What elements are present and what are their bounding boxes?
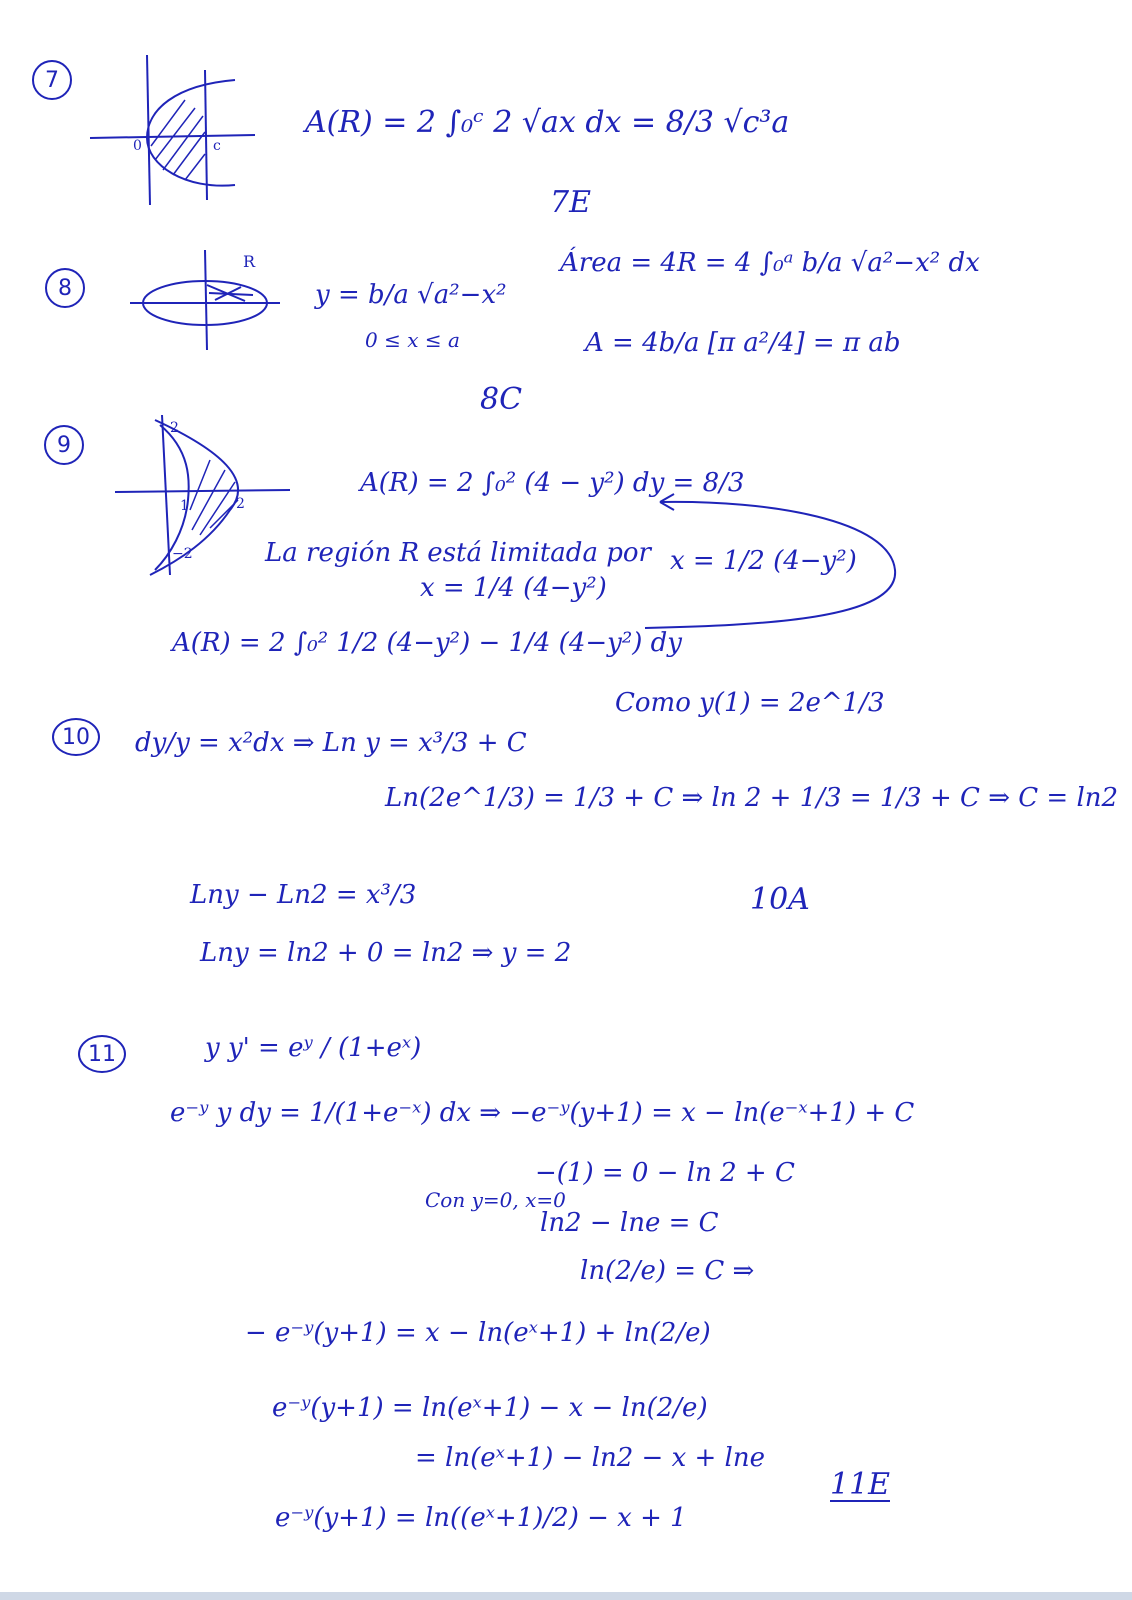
problem-number-7: 7 bbox=[32, 60, 72, 100]
sketch-9-label-top: 2 bbox=[170, 420, 179, 436]
problem-11-line-3: Con y=0, x=0 bbox=[425, 1188, 566, 1212]
problem-11-line-2: e⁻ʸ y dy = 1/(1+e⁻ˣ) dx ⇒ −e⁻ʸ(y+1) = x − ln(e⁻ˣ+1) + C bbox=[170, 1098, 915, 1128]
page-bottom-edge bbox=[0, 1592, 1132, 1600]
problem-10-line-5: Lny = ln2 + 0 = ln2 ⇒ y = 2 bbox=[200, 938, 572, 968]
problem-11-line-5: ln2 − lne = C bbox=[540, 1208, 719, 1238]
problem-9-line-3: x = 1/4 (4−y²) bbox=[420, 573, 607, 603]
problem-11-line-7: − e⁻ʸ(y+1) = x − ln(eˣ+1) + ln(2/e) bbox=[245, 1318, 711, 1348]
problem-9-line-5: A(R) = 2 ∫₀² 1/2 (4−y²) − 1/4 (4−y²) dy bbox=[172, 628, 682, 658]
sketch-8-label-r: R bbox=[243, 252, 256, 271]
problem-number-9: 9 bbox=[44, 425, 84, 465]
problem-8-line-3: Área = 4R = 4 ∫₀ᵃ b/a √a²−x² dx bbox=[560, 248, 980, 278]
problem-10-line-2: Como y(1) = 2e^1/3 bbox=[615, 688, 885, 718]
problem-number-11: 11 bbox=[78, 1035, 126, 1073]
sketch-9-label-m2: −2 bbox=[172, 546, 193, 562]
problem-7-sketch bbox=[85, 50, 265, 210]
problem-11-line-10: e⁻ʸ(y+1) = ln((eˣ+1)/2) − x + 1 bbox=[275, 1503, 687, 1533]
problem-10-line-3: Ln(2e^1/3) = 1/3 + C ⇒ ln 2 + 1/3 = 1/3 + C ⇒ C = ln2 bbox=[385, 783, 1119, 813]
sketch-7-label-c: c bbox=[213, 138, 221, 154]
problem-8-line-4: A = 4b/a [π a²/4] = π ab bbox=[585, 328, 901, 358]
sketch-9-label-1: 1 bbox=[180, 498, 189, 514]
problem-8-answer: 8C bbox=[480, 382, 523, 417]
problem-11-line-8: e⁻ʸ(y+1) = ln(eˣ+1) − x − ln(2/e) bbox=[272, 1393, 708, 1423]
problem-9-line-4: x = 1/2 (4−y²) bbox=[670, 546, 857, 576]
problem-11-answer: 11E bbox=[830, 1467, 891, 1502]
problem-9-arrow bbox=[640, 490, 910, 640]
problem-8-line-2: 0 ≤ x ≤ a bbox=[365, 328, 460, 352]
problem-9-line-2: La región R está limitada por bbox=[265, 538, 651, 568]
problem-number-8: 8 bbox=[45, 268, 85, 308]
problem-9-line-1: A(R) = 2 ∫₀² (4 − y²) dy = 8/3 bbox=[360, 468, 745, 498]
problem-number-10: 10 bbox=[52, 718, 100, 756]
problem-8-line-1: y = b/a √a²−x² bbox=[315, 280, 507, 310]
problem-11-line-1: y y' = eʸ / (1+eˣ) bbox=[205, 1033, 422, 1063]
problem-10-answer: 10A bbox=[750, 882, 810, 917]
problem-7-line-1: A(R) = 2 ∫₀ᶜ 2 √ax dx = 8/3 √c³a bbox=[305, 105, 790, 140]
problem-8-sketch bbox=[125, 245, 285, 355]
sketch-9-label-2: 2 bbox=[236, 496, 245, 512]
sketch-7-label-0: 0 bbox=[133, 138, 142, 154]
problem-7-answer: 7E bbox=[550, 185, 591, 220]
problem-11-line-4: −(1) = 0 − ln 2 + C bbox=[535, 1158, 795, 1188]
problem-11-line-6: ln(2/e) = C ⇒ bbox=[580, 1256, 755, 1286]
problem-11-line-9: = ln(eˣ+1) − ln2 − x + lne bbox=[415, 1443, 765, 1473]
problem-10-line-1: dy/y = x²dx ⇒ Ln y = x³/3 + C bbox=[135, 728, 527, 758]
problem-10-line-4: Lny − Ln2 = x³/3 bbox=[190, 880, 417, 910]
